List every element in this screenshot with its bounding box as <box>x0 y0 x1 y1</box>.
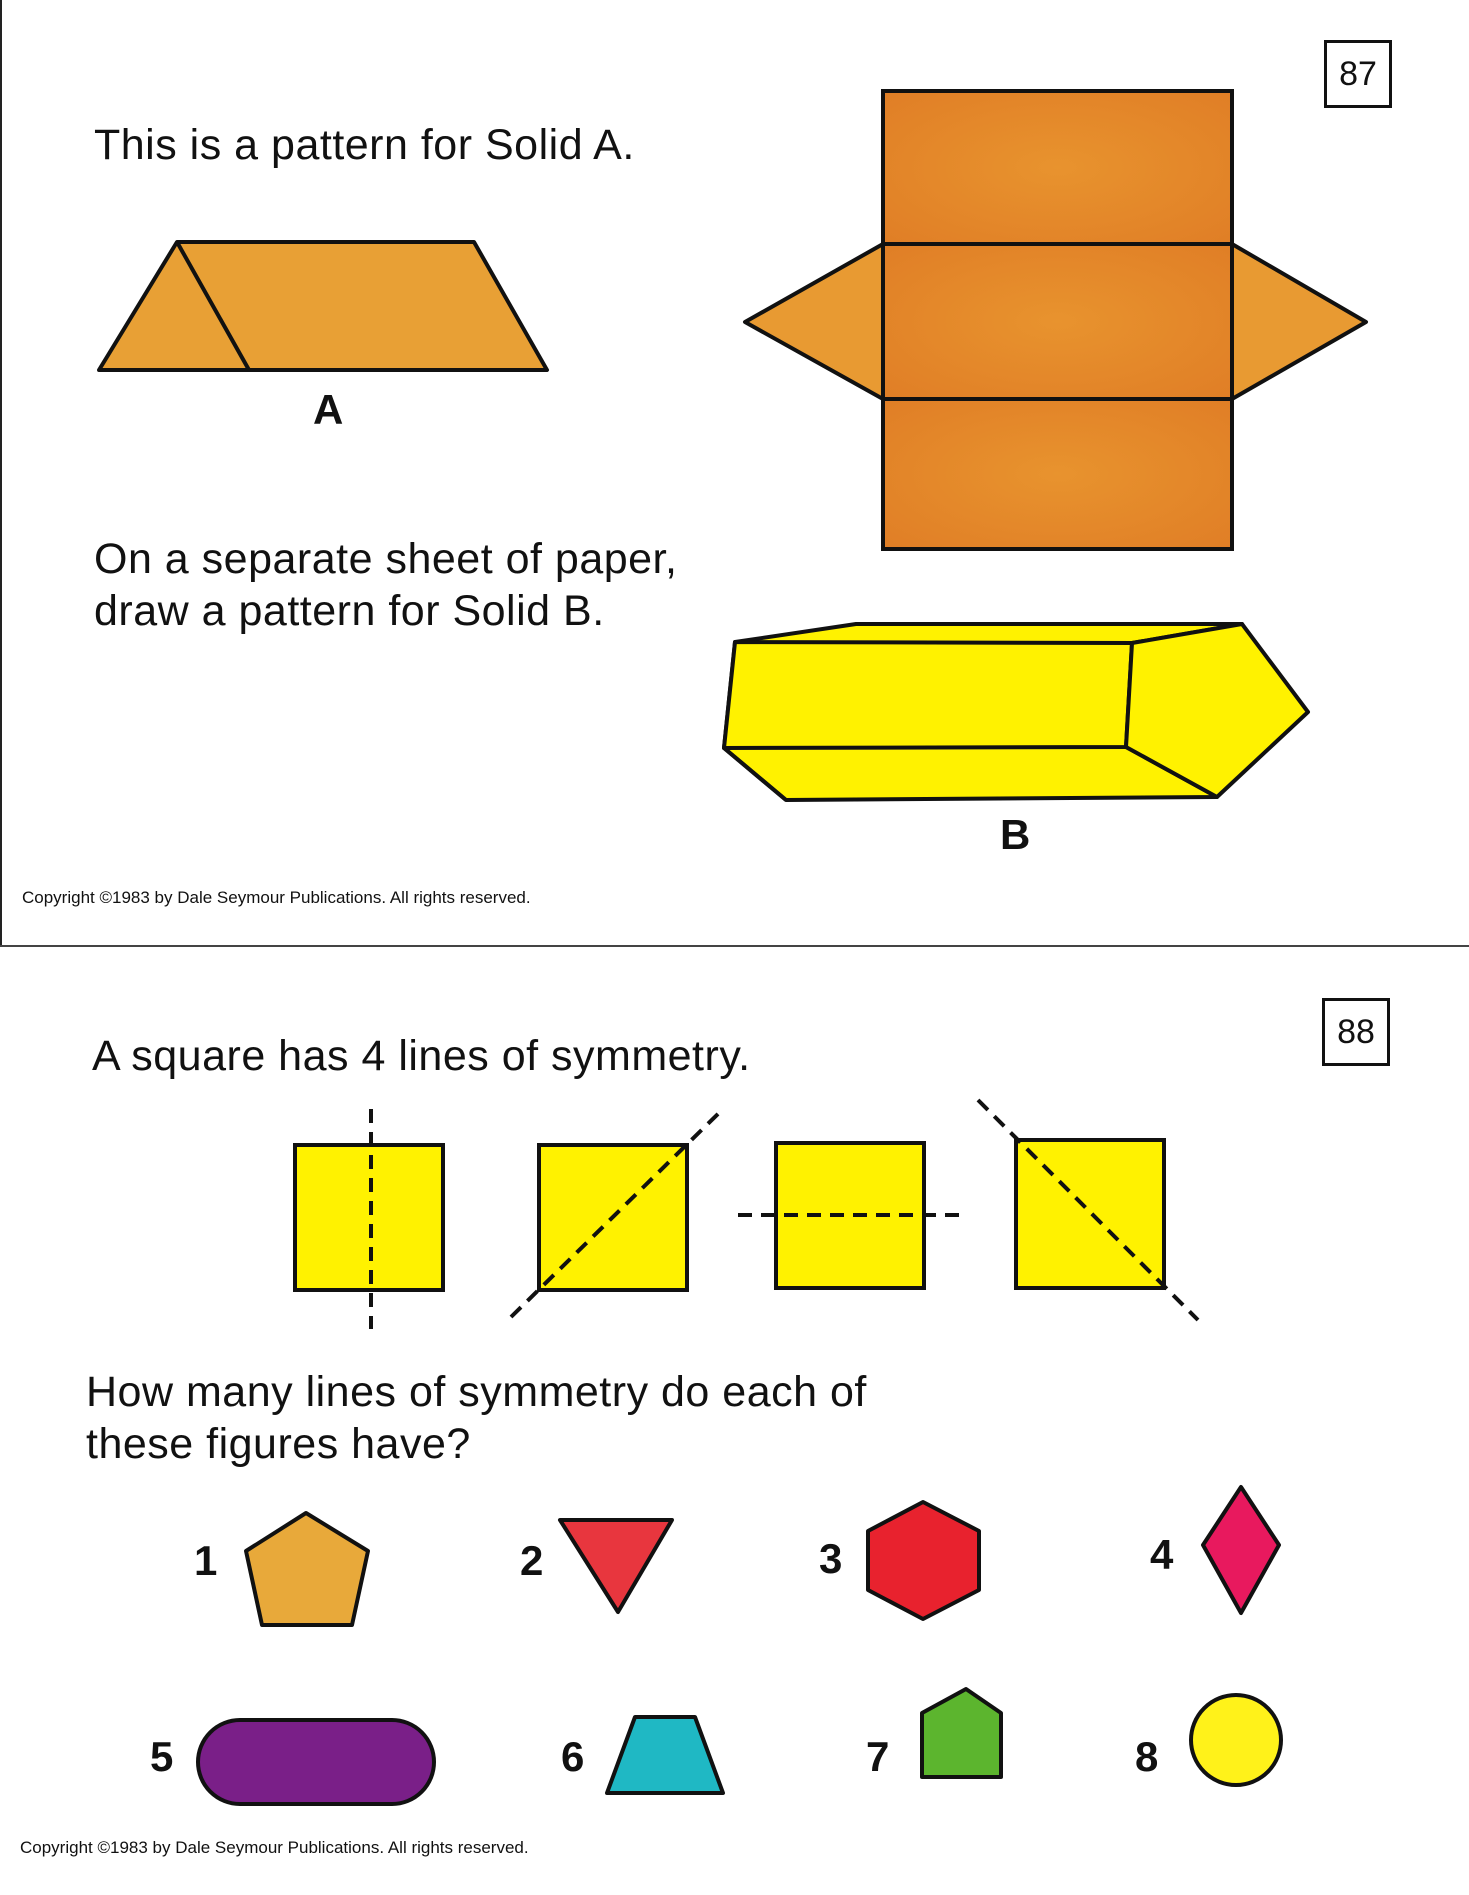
figure-number-6: 6 <box>561 1733 585 1780</box>
instruction-line-1: On a separate sheet of paper, <box>94 535 678 583</box>
figure-number-8: 8 <box>1135 1733 1159 1780</box>
copyright-87: Copyright ©1983 by Dale Seymour Publications. All rights reserved. <box>22 888 531 907</box>
figure-number-1: 1 <box>194 1537 218 1584</box>
figure-number-5: 5 <box>150 1733 174 1780</box>
card-88 <box>0 947 1469 1895</box>
figure-triangle <box>560 1520 672 1612</box>
card-number: 88 <box>1322 998 1390 1066</box>
solid-a-label: A <box>313 386 344 433</box>
pattern-statement: This is a pattern for Solid A. <box>94 121 635 169</box>
symmetry-figures <box>0 947 1469 1895</box>
figure-number-7: 7 <box>866 1733 890 1780</box>
copyright-88: Copyright ©1983 by Dale Seymour Publications. All rights reserved. <box>20 1838 529 1857</box>
figure-trapezoid <box>607 1717 723 1793</box>
figure-circle <box>1191 1695 1281 1785</box>
card-87 <box>0 0 1469 946</box>
symmetry-statement: A square has 4 lines of symmetry. <box>92 1032 751 1080</box>
figure-house-pentagon <box>922 1689 1001 1777</box>
figure-number-2: 2 <box>520 1537 544 1584</box>
figure-stadium <box>198 1720 434 1804</box>
figure-number-4: 4 <box>1150 1531 1174 1578</box>
solid-b-figure <box>2 0 1469 946</box>
solid-b-front-face <box>724 642 1132 748</box>
figure-number-3: 3 <box>819 1535 843 1582</box>
question-line-2: these figures have? <box>86 1420 471 1468</box>
card-number: 87 <box>1324 40 1392 108</box>
figure-hexagon <box>868 1502 979 1619</box>
figure-pentagon <box>246 1513 368 1625</box>
question-line-1: How many lines of symmetry do each of <box>86 1368 867 1416</box>
solid-b-label: B <box>1000 811 1031 858</box>
figure-rhombus <box>1203 1487 1279 1613</box>
instruction-line-2: draw a pattern for Solid B. <box>94 587 605 635</box>
